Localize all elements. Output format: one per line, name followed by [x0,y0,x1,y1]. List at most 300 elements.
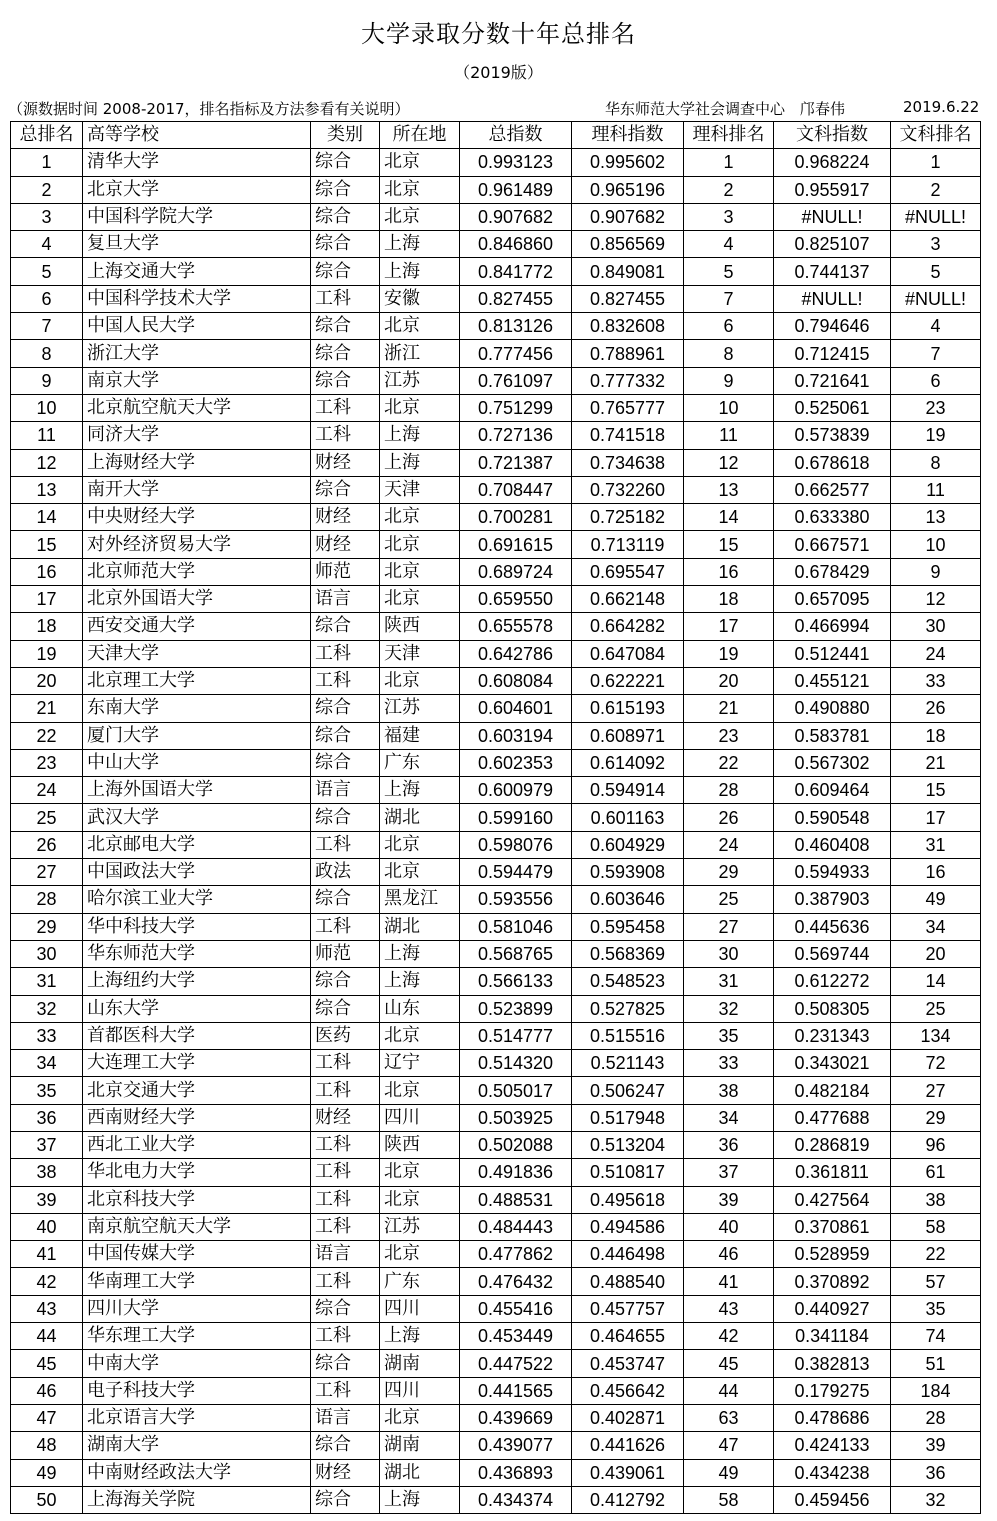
cell-arts-rank: 8 [891,449,981,476]
publish-date: 2019.6.22 [903,98,980,116]
cell-total-index: 0.659550 [460,586,572,613]
cell-arts-rank: 134 [891,1022,981,1049]
cell-university: 大连理工大学 [83,1050,311,1077]
cell-arts-index: 0.512441 [774,640,891,667]
cell-location: 上海 [380,1486,460,1513]
cell-science-rank: 42 [684,1323,774,1350]
cell-science-index: 0.446498 [572,1241,684,1268]
cell-location: 北京 [380,504,460,531]
cell-university: 北京外国语大学 [83,586,311,613]
cell-arts-rank: 13 [891,504,981,531]
cell-total-index: 0.608084 [460,667,572,694]
cell-arts-rank: 31 [891,831,981,858]
cell-location: 北京 [380,313,460,340]
col-header-category: 类别 [311,122,380,149]
cell-category: 语言 [311,586,380,613]
cell-arts-index: 0.569744 [774,940,891,967]
table-row [11,831,981,858]
cell-arts-index: 0.678429 [774,558,891,585]
cell-total-index: 0.434374 [460,1486,572,1513]
cell-arts-index: 0.528959 [774,1241,891,1268]
table-body [11,149,981,1514]
cell-science-index: 0.614092 [572,749,684,776]
cell-category: 工科 [311,422,380,449]
cell-arts-index: 0.825107 [774,231,891,258]
cell-arts-rank: 72 [891,1050,981,1077]
cell-category: 综合 [311,367,380,394]
cell-category: 财经 [311,504,380,531]
cell-category: 工科 [311,285,380,312]
cell-arts-index: 0.478686 [774,1404,891,1431]
cell-arts-index: 0.370861 [774,1213,891,1240]
cell-category: 财经 [311,531,380,558]
cell-category: 综合 [311,968,380,995]
cell-category: 综合 [311,1350,380,1377]
cell-total-rank: 7 [11,313,83,340]
cell-arts-rank: 58 [891,1213,981,1240]
cell-arts-index: 0.387903 [774,886,891,913]
cell-total-index: 0.602353 [460,749,572,776]
cell-arts-rank: 2 [891,176,981,203]
cell-total-index: 0.603194 [460,722,572,749]
cell-category: 师范 [311,940,380,967]
table-row [11,968,981,995]
cell-total-index: 0.642786 [460,640,572,667]
cell-total-index: 0.514320 [460,1050,572,1077]
cell-total-index: 0.691615 [460,531,572,558]
cell-total-index: 0.761097 [460,367,572,394]
table-row [11,1159,981,1186]
cell-university: 华北电力大学 [83,1159,311,1186]
table-row [11,203,981,230]
table-row [11,859,981,886]
cell-arts-rank: 35 [891,1295,981,1322]
cell-total-index: 0.439669 [460,1404,572,1431]
cell-science-rank: 9 [684,367,774,394]
cell-arts-index: 0.794646 [774,313,891,340]
table-row [11,586,981,613]
cell-category: 工科 [311,913,380,940]
cell-category: 工科 [311,394,380,421]
cell-total-rank: 36 [11,1104,83,1131]
cell-total-rank: 44 [11,1323,83,1350]
cell-science-index: 0.856569 [572,231,684,258]
cell-science-rank: 44 [684,1377,774,1404]
cell-university: 北京语言大学 [83,1404,311,1431]
cell-arts-index: 0.361811 [774,1159,891,1186]
table-row [11,1268,981,1295]
cell-total-rank: 14 [11,504,83,531]
cell-total-index: 0.581046 [460,913,572,940]
cell-science-index: 0.965196 [572,176,684,203]
cell-location: 北京 [380,531,460,558]
cell-science-index: 0.402871 [572,1404,684,1431]
cell-science-index: 0.664282 [572,613,684,640]
cell-university: 中南大学 [83,1350,311,1377]
cell-category: 工科 [311,1077,380,1104]
table-row [11,995,981,1022]
cell-location: 湖南 [380,1432,460,1459]
page-subtitle: （2019版） [454,63,543,82]
cell-total-index: 0.993123 [460,149,572,176]
cell-total-rank: 39 [11,1186,83,1213]
cell-total-index: 0.600979 [460,777,572,804]
cell-university: 北京航空航天大学 [83,394,311,421]
cell-location: 江苏 [380,367,460,394]
cell-science-rank: 47 [684,1432,774,1459]
cell-science-rank: 22 [684,749,774,776]
table-row [11,804,981,831]
cell-location: 福建 [380,722,460,749]
cell-arts-index: 0.721641 [774,367,891,394]
cell-science-rank: 26 [684,804,774,831]
cell-university: 北京邮电大学 [83,831,311,858]
author-org: 华东师范大学社会调查中心 邝春伟 [605,100,846,118]
cell-total-rank: 38 [11,1159,83,1186]
cell-total-rank: 24 [11,777,83,804]
cell-category: 综合 [311,804,380,831]
cell-arts-rank: 33 [891,667,981,694]
cell-university: 西北工业大学 [83,1131,311,1158]
cell-science-rank: 27 [684,913,774,940]
cell-total-index: 0.599160 [460,804,572,831]
cell-category: 综合 [311,613,380,640]
cell-arts-index: 0.667571 [774,531,891,558]
source-note: （源数据时间 2008-2017，排名指标及方法参看有关说明） [8,100,410,118]
cell-university: 厦门大学 [83,722,311,749]
cell-arts-rank: 30 [891,613,981,640]
cell-science-index: 0.488540 [572,1268,684,1295]
cell-total-index: 0.488531 [460,1186,572,1213]
cell-location: 安徽 [380,285,460,312]
cell-arts-index: 0.490880 [774,695,891,722]
cell-university: 对外经济贸易大学 [83,531,311,558]
cell-total-rank: 3 [11,203,83,230]
cell-arts-rank: 57 [891,1268,981,1295]
cell-arts-rank: #NULL! [891,285,981,312]
cell-arts-index: 0.633380 [774,504,891,531]
cell-category: 综合 [311,258,380,285]
cell-arts-rank: 4 [891,313,981,340]
cell-university: 中央财经大学 [83,504,311,531]
cell-arts-rank: #NULL! [891,203,981,230]
cell-arts-rank: 32 [891,1486,981,1513]
cell-arts-rank: 17 [891,804,981,831]
cell-science-rank: 3 [684,203,774,230]
table-row [11,394,981,421]
cell-science-index: 0.601163 [572,804,684,831]
cell-science-index: 0.603646 [572,886,684,913]
cell-arts-rank: 5 [891,258,981,285]
cell-university: 北京交通大学 [83,1077,311,1104]
col-header-location: 所在地 [380,122,460,149]
page-title: 大学录取分数十年总排名 [361,20,636,48]
cell-category: 语言 [311,1404,380,1431]
cell-category: 工科 [311,1050,380,1077]
cell-science-rank: 28 [684,777,774,804]
cell-arts-index: 0.434238 [774,1459,891,1486]
cell-location: 上海 [380,968,460,995]
cell-category: 工科 [311,1159,380,1186]
cell-category: 综合 [311,149,380,176]
cell-total-rank: 34 [11,1050,83,1077]
cell-total-rank: 28 [11,886,83,913]
cell-total-rank: 15 [11,531,83,558]
cell-total-rank: 1 [11,149,83,176]
table-row [11,722,981,749]
cell-total-index: 0.453449 [460,1323,572,1350]
cell-location: 北京 [380,1241,460,1268]
cell-science-rank: 25 [684,886,774,913]
cell-university: 南京航空航天大学 [83,1213,311,1240]
cell-science-rank: 45 [684,1350,774,1377]
cell-category: 医药 [311,1022,380,1049]
table-row [11,1131,981,1158]
cell-arts-index: 0.459456 [774,1486,891,1513]
cell-total-index: 0.721387 [460,449,572,476]
cell-arts-rank: 39 [891,1432,981,1459]
table-row [11,285,981,312]
cell-science-rank: 40 [684,1213,774,1240]
cell-total-rank: 10 [11,394,83,421]
cell-science-rank: 32 [684,995,774,1022]
cell-science-index: 0.832608 [572,313,684,340]
cell-science-index: 0.527825 [572,995,684,1022]
cell-arts-index: 0.590548 [774,804,891,831]
cell-science-index: 0.725182 [572,504,684,531]
cell-university: 武汉大学 [83,804,311,831]
cell-category: 政法 [311,859,380,886]
cell-arts-rank: 23 [891,394,981,421]
cell-total-rank: 33 [11,1022,83,1049]
cell-total-rank: 16 [11,558,83,585]
table-row [11,531,981,558]
cell-science-rank: 4 [684,231,774,258]
cell-arts-index: 0.370892 [774,1268,891,1295]
cell-category: 工科 [311,1213,380,1240]
cell-total-rank: 40 [11,1213,83,1240]
cell-science-rank: 13 [684,476,774,503]
cell-location: 上海 [380,777,460,804]
cell-location: 北京 [380,203,460,230]
cell-university: 上海财经大学 [83,449,311,476]
cell-category: 财经 [311,1459,380,1486]
cell-university: 中山大学 [83,749,311,776]
cell-science-rank: 31 [684,968,774,995]
cell-university: 北京大学 [83,176,311,203]
cell-university: 华中科技大学 [83,913,311,940]
cell-total-rank: 43 [11,1295,83,1322]
cell-science-index: 0.495618 [572,1186,684,1213]
cell-category: 综合 [311,340,380,367]
cell-arts-rank: 7 [891,340,981,367]
cell-location: 北京 [380,394,460,421]
cell-university: 北京师范大学 [83,558,311,585]
cell-category: 工科 [311,831,380,858]
cell-category: 综合 [311,203,380,230]
table-row [11,340,981,367]
col-header-arts-index: 文科指数 [774,122,891,149]
cell-location: 北京 [380,1404,460,1431]
cell-total-index: 0.777456 [460,340,572,367]
cell-arts-rank: 27 [891,1077,981,1104]
cell-total-rank: 35 [11,1077,83,1104]
cell-total-index: 0.476432 [460,1268,572,1295]
cell-science-rank: 1 [684,149,774,176]
cell-science-rank: 30 [684,940,774,967]
cell-university: 清华大学 [83,149,311,176]
table-header-row [11,122,981,149]
table-row [11,1377,981,1404]
cell-arts-index: 0.712415 [774,340,891,367]
cell-category: 财经 [311,1104,380,1131]
cell-total-rank: 47 [11,1404,83,1431]
cell-total-rank: 8 [11,340,83,367]
cell-science-rank: 15 [684,531,774,558]
cell-science-index: 0.734638 [572,449,684,476]
cell-science-rank: 7 [684,285,774,312]
cell-total-index: 0.477862 [460,1241,572,1268]
table-row [11,422,981,449]
cell-science-rank: 8 [684,340,774,367]
cell-science-index: 0.608971 [572,722,684,749]
table-row [11,476,981,503]
cell-arts-rank: 21 [891,749,981,776]
cell-total-index: 0.568765 [460,940,572,967]
cell-science-index: 0.849081 [572,258,684,285]
cell-science-index: 0.695547 [572,558,684,585]
cell-total-index: 0.700281 [460,504,572,531]
cell-university: 同济大学 [83,422,311,449]
cell-arts-index: 0.286819 [774,1131,891,1158]
cell-total-rank: 41 [11,1241,83,1268]
table-row [11,1350,981,1377]
cell-arts-index: 0.508305 [774,995,891,1022]
cell-category: 综合 [311,231,380,258]
cell-science-index: 0.439061 [572,1459,684,1486]
cell-science-index: 0.513204 [572,1131,684,1158]
cell-arts-index: 0.341184 [774,1323,891,1350]
table-row [11,176,981,203]
cell-location: 山东 [380,995,460,1022]
cell-science-index: 0.777332 [572,367,684,394]
cell-location: 四川 [380,1377,460,1404]
cell-arts-index: 0.343021 [774,1050,891,1077]
cell-university: 浙江大学 [83,340,311,367]
cell-category: 综合 [311,313,380,340]
cell-total-rank: 26 [11,831,83,858]
cell-university: 上海交通大学 [83,258,311,285]
cell-location: 陕西 [380,613,460,640]
cell-science-rank: 19 [684,640,774,667]
cell-total-index: 0.846860 [460,231,572,258]
cell-science-rank: 34 [684,1104,774,1131]
cell-university: 四川大学 [83,1295,311,1322]
cell-science-index: 0.456642 [572,1377,684,1404]
cell-arts-index: 0.482184 [774,1077,891,1104]
cell-location: 四川 [380,1295,460,1322]
table-row [11,777,981,804]
cell-total-index: 0.505017 [460,1077,572,1104]
cell-total-index: 0.484443 [460,1213,572,1240]
cell-science-index: 0.741518 [572,422,684,449]
cell-arts-index: 0.525061 [774,394,891,421]
table-row [11,667,981,694]
cell-science-rank: 63 [684,1404,774,1431]
cell-category: 工科 [311,640,380,667]
cell-arts-index: 0.612272 [774,968,891,995]
table-row [11,1404,981,1431]
cell-arts-rank: 184 [891,1377,981,1404]
cell-location: 湖北 [380,804,460,831]
cell-total-index: 0.455416 [460,1295,572,1322]
cell-university: 天津大学 [83,640,311,667]
cell-university: 上海海关学院 [83,1486,311,1513]
table-row [11,640,981,667]
table-row [11,313,981,340]
cell-category: 综合 [311,749,380,776]
cell-total-index: 0.447522 [460,1350,572,1377]
cell-total-rank: 6 [11,285,83,312]
table-row [11,1213,981,1240]
cell-category: 工科 [311,1186,380,1213]
col-header-total-rank: 总排名 [11,122,83,149]
cell-science-index: 0.595458 [572,913,684,940]
table-row [11,1295,981,1322]
table-row [11,886,981,913]
cell-location: 北京 [380,859,460,886]
cell-arts-rank: 14 [891,968,981,995]
table-row [11,613,981,640]
cell-science-index: 0.788961 [572,340,684,367]
cell-arts-index: 0.609464 [774,777,891,804]
cell-science-rank: 18 [684,586,774,613]
cell-location: 江苏 [380,1213,460,1240]
cell-science-index: 0.647084 [572,640,684,667]
cell-science-index: 0.453747 [572,1350,684,1377]
cell-total-rank: 27 [11,859,83,886]
cell-arts-rank: 19 [891,422,981,449]
cell-arts-index: 0.968224 [774,149,891,176]
cell-category: 综合 [311,1295,380,1322]
cell-location: 湖南 [380,1350,460,1377]
cell-science-rank: 5 [684,258,774,285]
table-row [11,149,981,176]
cell-university: 湖南大学 [83,1432,311,1459]
cell-arts-index: 0.657095 [774,586,891,613]
cell-category: 工科 [311,1268,380,1295]
cell-science-index: 0.662148 [572,586,684,613]
col-header-university: 高等学校 [83,122,311,149]
cell-arts-rank: 22 [891,1241,981,1268]
cell-arts-rank: 24 [891,640,981,667]
cell-science-rank: 49 [684,1459,774,1486]
cell-arts-rank: 18 [891,722,981,749]
cell-category: 师范 [311,558,380,585]
cell-science-rank: 36 [684,1131,774,1158]
cell-arts-index: 0.427564 [774,1186,891,1213]
cell-arts-index: 0.382813 [774,1350,891,1377]
cell-university: 华东师范大学 [83,940,311,967]
cell-university: 北京科技大学 [83,1186,311,1213]
cell-location: 天津 [380,640,460,667]
col-header-science-rank: 理科排名 [684,122,774,149]
cell-arts-index: #NULL! [774,203,891,230]
cell-arts-rank: 10 [891,531,981,558]
cell-science-rank: 6 [684,313,774,340]
cell-science-rank: 23 [684,722,774,749]
cell-arts-rank: 25 [891,995,981,1022]
